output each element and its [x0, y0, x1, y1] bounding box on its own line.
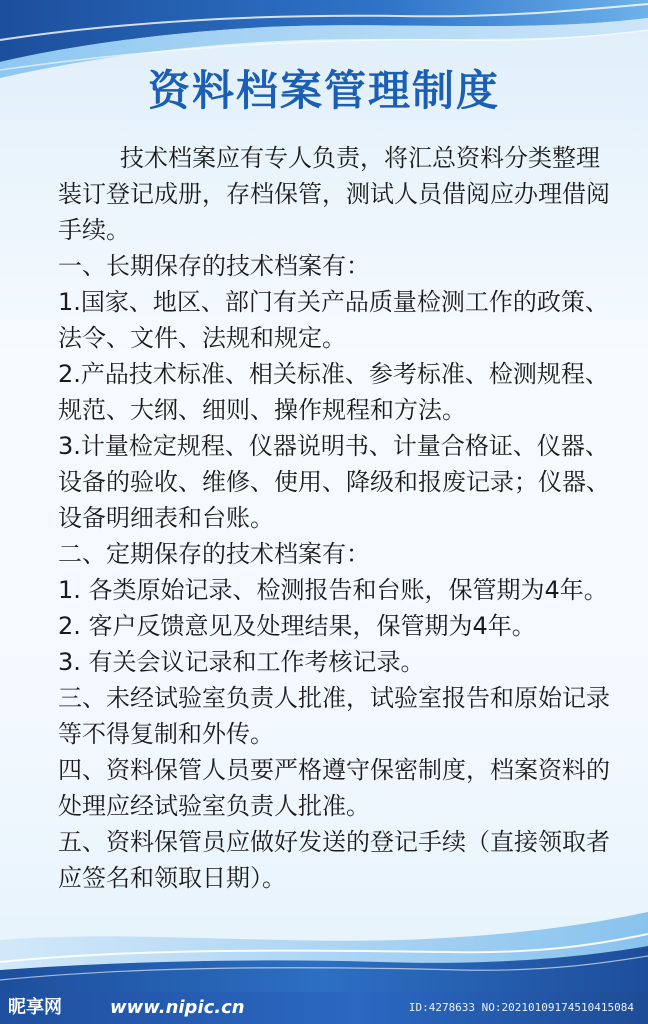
- intro-paragraph: 技术档案应有专人负责，将汇总资料分类整理装订登记成册，存档保管，测试人员借阅应办理借阅手续。: [58, 144, 610, 244]
- list-item: 3.计量检定规程、仪器说明书、计量合格证、仪器、设备的验收、维修、使用、降级和报废记录；仪器、设备明细表和台账。: [58, 432, 610, 532]
- watermark-logo: 昵享网: [8, 997, 62, 1018]
- section-three: 三、未经试验室负责人批准，试验室报告和原始记录等不得复制和外传。: [58, 684, 610, 748]
- regulation-body: [58, 140, 623, 896]
- page-title: 资料档案管理制度: [147, 66, 500, 115]
- list-item: 2.产品技术标准、相关标准、参考标准、检测规程、规范、大纲、细则、操作规程和方法。: [58, 360, 609, 424]
- list-item: 2. 客户反馈意见及处理结果，保管期为4年。: [58, 612, 536, 640]
- list-item: 3. 有关会议记录和工作考核记录。: [58, 648, 425, 676]
- list-item: 1.国家、地区、部门有关产品质量检测工作的政策、法令、文件、法规和规定。: [58, 288, 609, 352]
- section-four: 四、资料保管人员要严格遵守保密制度，档案资料的处理应经试验室负责人批准。: [58, 756, 610, 820]
- section-five: 五、资料保管员应做好发送的登记手续（直接领取者应签名和领取日期）。: [58, 828, 610, 892]
- watermark-id: ID:4278633 NO:20210109174510415084: [408, 1001, 634, 1014]
- watermark-url: www.nipic.cn: [110, 997, 245, 1018]
- list-item: 1. 各类原始记录、检测报告和台账，保管期为4年。: [58, 576, 608, 604]
- section-heading-long-term: 一、长期保存的技术档案有：: [58, 252, 370, 280]
- section-heading-periodic: 二、定期保存的技术档案有：: [58, 540, 370, 568]
